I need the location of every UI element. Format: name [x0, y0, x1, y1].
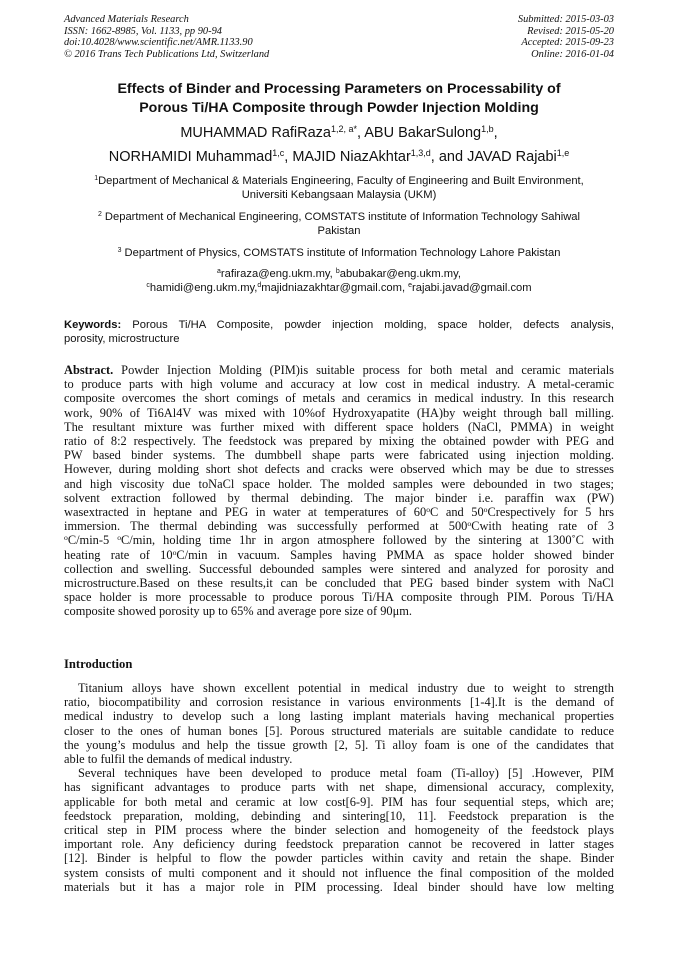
issn: ISSN: 1662-8985, Vol. 1133, pp 90-94 — [64, 25, 222, 37]
keywords-label: Keywords: — [64, 319, 122, 331]
abstract-line: The resultant mixture was further mixed with different space holders (NaCl, PMMA) in weight — [64, 419, 614, 434]
email-link[interactable]: hamidi@eng.ukm.my, — [149, 282, 258, 295]
abstract-line — [64, 363, 614, 377]
submitted-date: Submitted: 2015-03-03 — [517, 14, 614, 25]
abstract-text: immersion. The thermal debinding was successfully performed at 500 — [64, 519, 468, 534]
affiliation-text: Pakistan — [317, 225, 361, 238]
email-line-1 — [50, 267, 628, 281]
intro-line: ratio, biocompatibility and corrosion resistance in various environments [1-4].It is the demand of — [64, 695, 614, 710]
abstract-text: heating rate of 10 — [64, 547, 173, 562]
affiliation-2 — [50, 210, 628, 238]
intro-line: feedstock preparation, molding, debinding and sintering[10, 11]. Feedstock preparation is the — [64, 808, 614, 823]
abstract-line — [64, 548, 614, 562]
keywords-text: Porous Ti/HA Composite, powder injection molding, space holder, defects analysis, — [121, 319, 614, 331]
intro-line: medical industry to develop such a long lasting implant materials having mechanical properties — [64, 709, 614, 724]
email-link[interactable]: majidniazakhtar@gmail.com, — [261, 282, 409, 295]
intro-line: Titanium alloys have shown excellent potential in medical industry due to weight to strength — [78, 681, 614, 695]
author-affil: 1,c — [272, 148, 285, 159]
copyright: © 2016 Trans Tech Publications Ltd, Switzerland — [64, 48, 270, 60]
abstract-text: C/min-5 — [67, 533, 118, 548]
email-marker: c — [146, 282, 150, 290]
abstract-line: work, 90% of Ti6Al4V was mixed with 10%of Hydroxyapatite (HA)by weight through ball milling. — [64, 405, 614, 420]
separator: , — [493, 125, 498, 141]
affiliation-number: 3 — [117, 247, 122, 255]
abstract — [64, 363, 614, 619]
title-line-2: Porous Ti/HA Composite through Powder Injection Molding — [139, 99, 539, 116]
email-marker: e — [408, 282, 413, 290]
email-marker: a — [217, 268, 221, 276]
abstract-line: However, during molding short shot defects and cracks were observed which may be due to stresses — [64, 462, 614, 477]
degree-sign: o — [483, 504, 488, 514]
author-list — [30, 121, 648, 169]
email-marker: d — [257, 282, 262, 290]
author-affil: 1,e — [556, 148, 570, 159]
introduction-body — [64, 681, 614, 894]
abstract-line: collection and swelling. Successful debounded samples were sintered and analyzed for porosity and — [64, 561, 614, 576]
degree-sign: o — [467, 519, 472, 529]
separator: , and — [430, 149, 468, 165]
abstract-text: Cwith heating rate of 3 — [471, 519, 614, 534]
affiliation-line — [50, 174, 628, 188]
abstract-line — [64, 533, 614, 547]
author-name: MAJID NiazAkhtar — [292, 149, 411, 165]
email-marker: b — [335, 268, 340, 276]
intro-line: the young’s modulus and help the tissue growth [2, 5]. Ti alloy foam is one of the candidates that — [64, 737, 614, 752]
abstract-text: C/min, holding time 1hr in argon atmosphere followed by the sintering at 1300˚C with — [121, 533, 614, 548]
author-line-2 — [30, 145, 648, 169]
abstract-text: Crespectively for 5 hrs — [487, 505, 614, 520]
intro-line: applicable for both metal and ceramic at low cost[6-9]. PIM has four sequential steps, which are; — [64, 794, 614, 809]
email-link[interactable]: rafiraza@eng.ukm.my, — [220, 268, 336, 280]
abstract-text: wasextracted in heptane and PEG in water at temperatures of 60 — [64, 505, 427, 520]
separator: , — [284, 149, 293, 165]
affiliation-number: 1 — [94, 175, 99, 183]
affiliation-line — [50, 246, 628, 260]
journal-name: Advanced Materials Research — [64, 14, 189, 25]
abstract-text: C and 50 — [430, 505, 484, 520]
intro-line: materials but it has a major role in PIM processing. Ideal binder should have low melting — [64, 879, 614, 894]
degree-sign: o — [64, 533, 68, 543]
abstract-line — [64, 505, 614, 519]
author-line-1 — [30, 121, 648, 145]
affiliation-1 — [50, 174, 628, 202]
intro-line: closer to the ones of human bones [5]. Porous structured materials are suitable candidate to reduce — [64, 723, 614, 738]
abstract-text: C/min in vacuum. Samples having PMMA as space holder showed binder — [176, 547, 614, 562]
keywords-line — [64, 318, 614, 332]
paper-title — [40, 80, 638, 117]
email-link[interactable]: abubakar@eng.ukm.my, — [339, 268, 461, 280]
abstract-label: Abstract. — [64, 363, 114, 377]
degree-sign: o — [172, 547, 177, 557]
abstract-line: ratio of 8:2 respectively. The feedstock was prepared by mixing the obtained powder with PEG and — [64, 434, 614, 449]
author-name: NORHAMIDI Muhammad — [108, 149, 273, 165]
accepted-date: Accepted: 2015-09-23 — [521, 37, 614, 49]
abstract-line — [64, 519, 614, 533]
intro-line: has significant advantages to produce parts with net shape, dimensional accuracy, complexity, — [64, 780, 614, 795]
separator: , — [356, 125, 365, 141]
keywords — [64, 318, 614, 346]
author-emails — [50, 267, 628, 295]
revised-date: Revised: 2015-05-20 — [527, 25, 614, 37]
abstract-line: composite showed porosity up to 65% and average pore size of 90μm. — [64, 604, 412, 619]
journal-info — [64, 14, 269, 60]
doi: doi:10.4028/www.scientific.net/AMR.1133.90 — [64, 37, 253, 49]
degree-sign: o — [117, 533, 122, 543]
intro-line: [12]. Binder is helpful to flow the powder particles within cavity and retain the shape. Binder — [64, 851, 614, 866]
abstract-line: and high viscosity due toNaCl space holder. The molded samples were debounded in two stages; — [64, 476, 614, 491]
affiliation-3 — [50, 246, 628, 260]
intro-line: Several techniques have been developed to produce metal foam (Ti-alloy) [5] .However, PIM — [78, 766, 614, 781]
abstract-line: PW based binder systems. The dumbbell shape parts were fabricated using injection molding. — [64, 448, 614, 463]
intro-line: able to fulfil the demands of medical industry. — [64, 752, 293, 767]
affiliation-text: Department of Mechanical & Materials Engineering, Faculty of Engineering and Built Environment, — [98, 175, 584, 187]
author-affil: 1,3,d — [410, 148, 431, 159]
publication-dates — [518, 14, 614, 60]
author-affil: 1,2, a* — [331, 124, 357, 135]
affiliation-text: Department of Physics, COMSTATS institute of Information Technology Lahore Pakistan — [121, 247, 561, 259]
abstract-line: microstructure.Based on these results,it can be concluded that PEG based binder system with NaCl — [64, 576, 614, 591]
abstract-line: composite overcomes the short comings of metals and ceramics in medical industry. In this research — [64, 391, 614, 406]
abstract-line: solvent extraction followed by thermal debinding. The major binder i.e. paraffin wax (PW) — [64, 490, 614, 505]
author-name: JAVAD Rajabi — [467, 149, 557, 165]
abstract-line: space holder is more processable to produce porous Ti/HA composite through PIM. Porous Ti/HA — [64, 590, 614, 605]
abstract-line: to produce parts with high volume and accuracy at low cost in medical industry. A metal-ceramic — [64, 377, 614, 392]
author-name: ABU BakarSulong — [364, 125, 482, 141]
author-name: MUHAMMAD RafiRaza — [180, 125, 331, 141]
email-line-2 — [50, 281, 628, 295]
title-line-1: Effects of Binder and Processing Parameters on Processability of — [117, 81, 561, 97]
affiliation-line — [50, 210, 628, 224]
section-heading: Introduction — [64, 657, 133, 671]
affiliation-number: 2 — [97, 211, 102, 219]
intro-line: critical step in PIM process where the binder selection and homogeneity of the feedstock plays — [64, 823, 614, 838]
author-affil: 1,b — [481, 124, 494, 135]
degree-sign: o — [426, 504, 431, 514]
email-link[interactable]: rajabi.javad@gmail.com — [412, 282, 532, 295]
abstract-text: Powder Injection Molding (PIM)is suitable process for both metal and ceramic materials — [113, 363, 614, 377]
affiliation-text: Department of Mechanical Engineering, COMSTATS institute of Information Technology Sahiwal — [101, 211, 581, 223]
intro-line: system consists of multi component and it should not influence the final composition of the molded — [64, 865, 614, 880]
intro-line: important role. Any deficiency during feedstock preparation cannot be recovered in latter stages — [64, 837, 614, 852]
online-date: Online: 2016-01-04 — [531, 48, 614, 60]
affiliation-text: Universiti Kebangsaan Malaysia (UKM) — [241, 189, 437, 202]
keywords-text: porosity, microstructure — [64, 333, 180, 346]
